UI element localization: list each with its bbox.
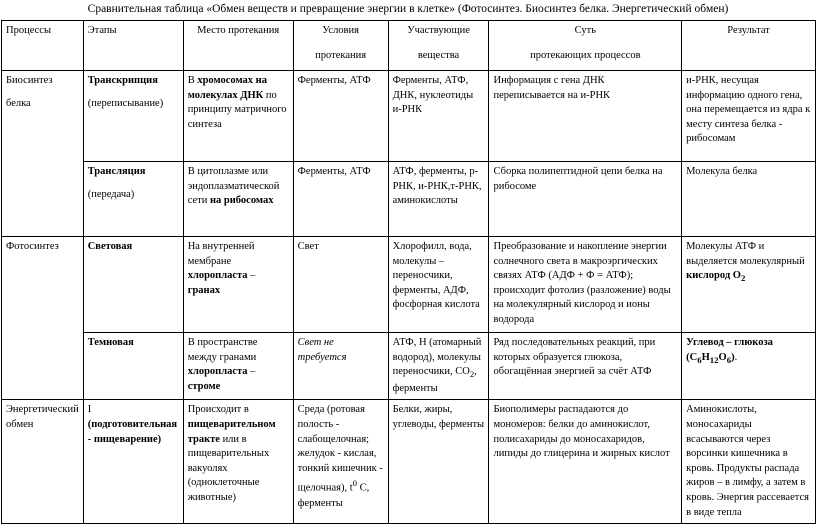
table-row-translation [2, 162, 816, 237]
stage-translation: Трансляция (передача) [83, 162, 183, 237]
header-row [2, 21, 816, 71]
stage-prep: I (подготовительная - пищеварение) [83, 400, 183, 524]
place-light: На внутренней мембране хлоропласта – гранах [183, 237, 293, 333]
table-row-transcription [2, 71, 816, 162]
header-conditions: Условия протекания [293, 21, 388, 71]
header-substances: Участвующие вещества [388, 21, 489, 71]
result-dark: Углевод – глюкоза $(С_6Н_{12}О_6)$. [682, 333, 816, 400]
header-processes: Процессы [2, 21, 84, 71]
place-dark: В пространстве между гранами хлоропласта – строме [183, 333, 293, 400]
result-translation: Молекула белка [682, 162, 816, 237]
process-biosynthesis: Биосинтез белка [2, 71, 84, 237]
result-transcription: и-РНК, несущая информацию одного гена, она перемещается из ядра к месту синтеза белка - рибосомам [682, 71, 816, 162]
essence-light: Преобразование и накопление энергии солнечного света в макроэргических связях АТФ (АДФ + Ф = АТФ); происходит фотолиз (разложение) воды на молекулярный кислород и ионы водорода [489, 237, 682, 333]
essence-translation: Сборка полипептидной цепи белка на рибосоме [489, 162, 682, 237]
header-place: Место протекания [183, 21, 293, 71]
essence-transcription: Информация с гена ДНК переписывается на и-РНК [489, 71, 682, 162]
substances-light: Хлорофилл, вода, молекулы – переносчики, ферменты, АДФ, фосфорная кислота [388, 237, 489, 333]
substances-dark: АТФ, Н (атомарный водород), молекулы переносчики, $СО_2$, ферменты [388, 333, 489, 400]
document-title: Сравнительная таблица «Обмен веществ и превращение энергии в клетке» (Фотосинтез. Биосинтез белка. Энергетический обмен) [87, 3, 729, 15]
table-row-energy-prep [2, 400, 816, 524]
conditions-prep: Среда (ротовая полость - слабощелочная; желудок - кислая, тонкий кишечник - щелочная), $t^0$ С, ферменты [293, 400, 388, 524]
substances-prep: Белки, жиры, углеводы, ферменты [388, 400, 489, 524]
conditions-dark: Свет не требуется [293, 333, 388, 400]
substances-transcription: Ферменты, АТФ, ДНК, нуклеотиды и-РНК [388, 71, 489, 162]
conditions-light: Свет [293, 237, 388, 333]
result-light: Молекулы АТФ и выделяется молекулярный кислород $О_2$ [682, 237, 816, 333]
table-row-dark-phase [2, 333, 816, 400]
stage-transcription: Транскрипция (переписывание) [83, 71, 183, 162]
stage-dark: Темновая [83, 333, 183, 400]
essence-prep: Биополимеры распадаются до мономеров: белки до аминокислот, полисахариды до моносахаридов, липиды до глицерина и жирных кислот [489, 400, 682, 524]
table-row-light-phase [2, 237, 816, 333]
place-translation: В цитоплазме или эндоплазматической сети на рибосомах [183, 162, 293, 237]
conditions-transcription: Ферменты, АТФ [293, 71, 388, 162]
process-energy: Энергетический обмен [2, 400, 84, 524]
result-prep: Аминокислоты, моносахариды всасываются через ворсинки кишечника в кровь. Продукты распада жиров – в лимфу, а затем в кровь. Энергия рассевается в виде тепла [682, 400, 816, 524]
header-result: Результат [682, 21, 816, 71]
header-stages: Этапы [83, 21, 183, 71]
place-transcription: В хромосомах на молекулах ДНК по принципу матричного синтеза [183, 71, 293, 162]
substances-translation: АТФ, ферменты, р-РНК, и-РНК,т-РНК, аминокислоты [388, 162, 489, 237]
stage-light: Световая [83, 237, 183, 333]
conditions-translation: Ферменты, АТФ [293, 162, 388, 237]
essence-dark: Ряд последовательных реакций, при которых образуется глюкоза, обогащённая энергией за счёт АТФ [489, 333, 682, 400]
process-photosynthesis: Фотосинтез [2, 237, 84, 400]
header-essence: Суть протекающих процессов [489, 21, 682, 71]
place-prep: Происходит в пищеварительном тракте или в пищеварительных вакуолях (одноклеточные животные) [183, 400, 293, 524]
comparison-table [1, 20, 816, 524]
